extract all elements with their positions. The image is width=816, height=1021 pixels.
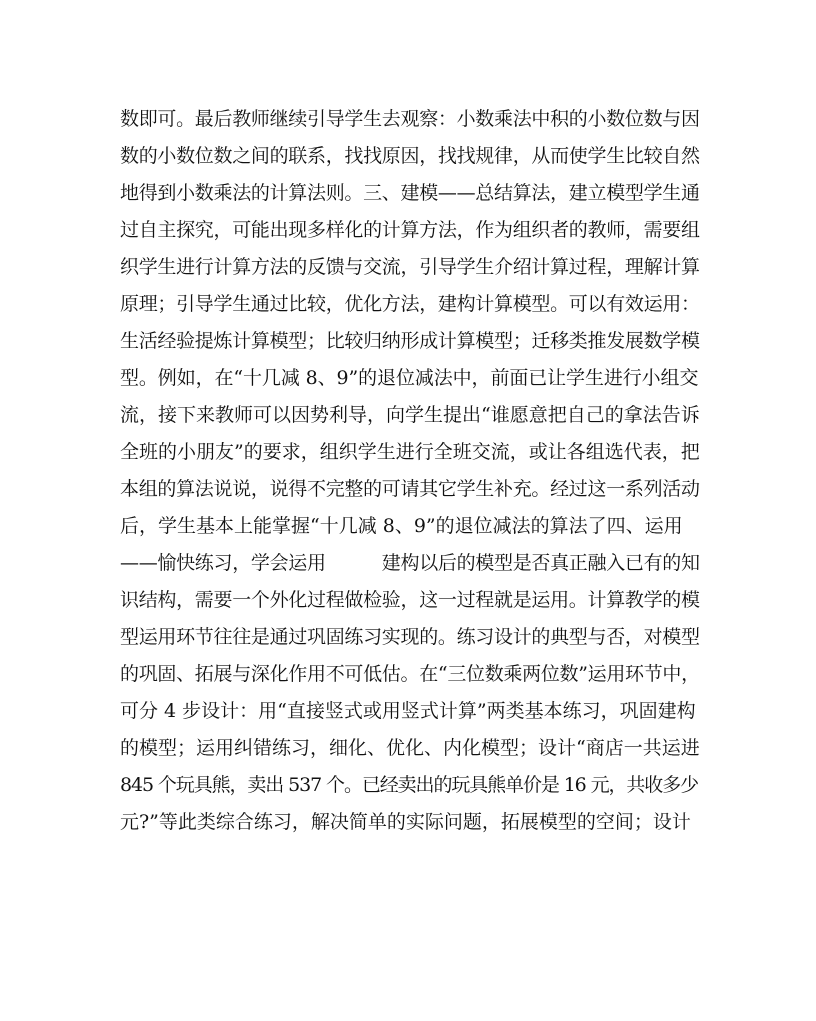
body-text xyxy=(120,101,700,841)
text-line: 流，接下来教师可以因势利导，向学生提出“谁愿意把自己的拿法告诉 xyxy=(120,404,700,426)
text-line: 845 个玩具熊，卖出 537 个。已经卖出的玩具熊单价是 16 元，共收多少 xyxy=(120,774,699,796)
text-line: 可分 4 步设计：用“直接竖式或用竖式计算”两类基本练习，巩固建构 xyxy=(120,700,696,722)
text-line: 的模型；运用纠错练习，细化、优化、内化模型；设计“商店一共运进 xyxy=(120,737,700,759)
text-line: ——愉快练习，学会运用 建构以后的模型是否真正融入已有的知 xyxy=(120,552,700,574)
text-line: 型运用环节往往是通过巩固练习实现的。练习设计的典型与否，对模型 xyxy=(120,626,700,648)
text-line: 的巩固、拓展与深化作用不可低估。在“三位数乘两位数”运用环节中， xyxy=(120,663,700,685)
text-line: 过自主探究，可能出现多样化的计算方法，作为组织者的教师，需要组 xyxy=(120,219,700,241)
text-line: 织学生进行计算方法的反馈与交流，引导学生介绍计算过程，理解计算 xyxy=(120,256,700,278)
text-line: 本组的算法说说，说得不完整的可请其它学生补充。经过这一系列活动 xyxy=(120,478,700,500)
text-line: 数即可。最后教师继续引导学生去观察：小数乘法中积的小数位数与因 xyxy=(120,108,700,130)
text-line: 型。例如，在“十几减 8、9”的退位减法中，前面已让学生进行小组交 xyxy=(120,367,699,389)
text-line: 原理；引导学生通过比较，优化方法，建构计算模型。可以有效运用： xyxy=(120,293,700,315)
text-line: 生活经验提炼计算模型；比较归纳形成计算模型；迁移类推发展数学模 xyxy=(120,330,700,352)
text-line: 后，学生基本上能掌握“十几减 8、9”的退位减法的算法了四、运用 xyxy=(120,515,683,537)
text-line: 数的小数位数之间的联系，找找原因，找找规律，从而使学生比较自然 xyxy=(120,145,700,167)
text-line: 元?”等此类综合练习，解决简单的实际问题，拓展模型的空间；设计 xyxy=(120,811,691,833)
text-line: 地得到小数乘法的计算法则。三、建模——总结算法，建立模型学生通 xyxy=(120,182,700,204)
text-line: 全班的小朋友”的要求，组织学生进行全班交流，或让各组选代表，把 xyxy=(120,441,700,463)
text-line: 识结构，需要一个外化过程做检验，这一过程就是运用。计算教学的模 xyxy=(120,589,700,611)
